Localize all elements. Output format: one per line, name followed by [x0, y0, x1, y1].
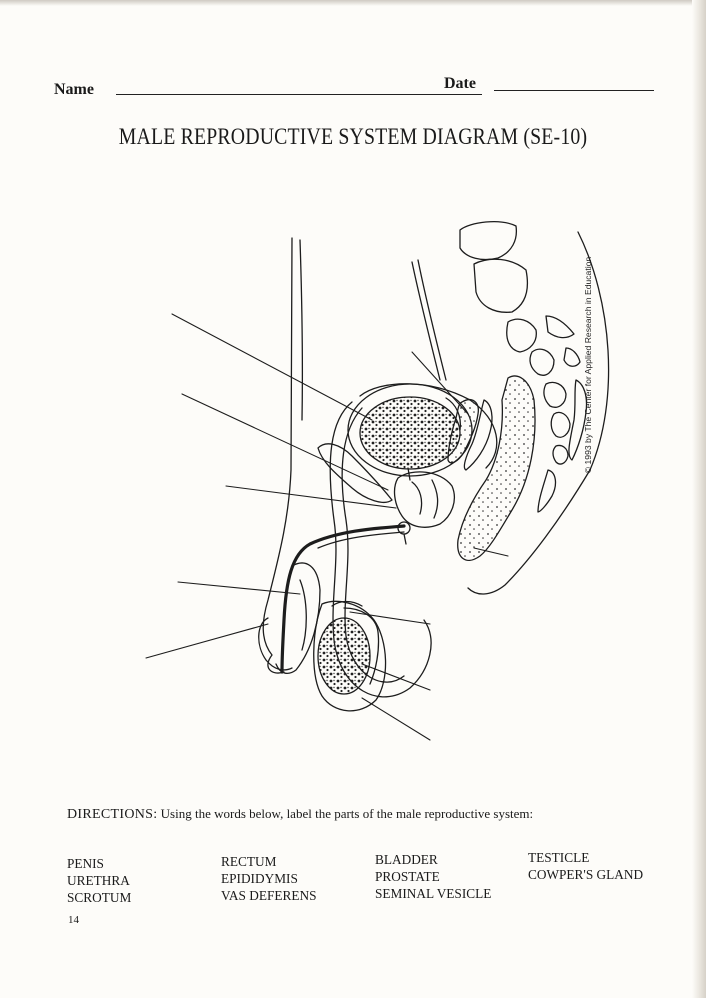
leader-urethra — [178, 582, 300, 594]
word-scrotum: SCROTUM — [67, 891, 132, 906]
word-testicle: TESTICLE — [528, 851, 590, 866]
urethra-inner — [318, 532, 404, 548]
prostate-inner-2 — [432, 480, 438, 518]
leader-bladder — [172, 314, 372, 420]
directions-lead: DIRECTIONS: — [67, 807, 158, 822]
word-seminal-vesicle: SEMINAL VESICLE — [375, 887, 492, 902]
word-bank-column-2 — [221, 854, 316, 905]
name-label: Name — [54, 81, 94, 98]
word-prostate: PROSTATE — [375, 870, 440, 885]
sacrum-top — [460, 222, 516, 260]
word-vas-deferens: VAS DEFERENS — [221, 889, 317, 904]
vertebra-8 — [551, 412, 570, 437]
abdomen-outline — [263, 238, 292, 673]
corpus — [300, 580, 306, 650]
vertebra-9 — [553, 445, 568, 464]
ureter — [412, 262, 440, 380]
word-urethra: URETHRA — [67, 874, 130, 889]
prostate-inner — [412, 482, 422, 514]
urethra-bladder-neck — [408, 468, 410, 480]
vertebra-1 — [474, 259, 527, 312]
prostate — [395, 472, 455, 527]
leader-pubic — [182, 394, 388, 490]
word-penis: PENIS — [67, 857, 104, 872]
testicle — [318, 618, 370, 694]
copyright-notice: © 1993 by The Center for Applied Research in Education — [583, 256, 593, 474]
word-bladder: BLADDER — [375, 853, 438, 868]
word-bank-column-1 — [67, 856, 131, 907]
date-label: Date — [444, 75, 476, 92]
vertebra-4 — [530, 349, 554, 375]
word-cowpers-gland: COWPER'S GLAND — [528, 868, 644, 883]
vertebra-3 — [546, 316, 574, 338]
vertebra-6 — [544, 382, 566, 407]
directions — [67, 806, 533, 823]
inner-abdomen-line — [300, 240, 302, 420]
leader-penis — [146, 624, 268, 658]
word-epididymis: EPIDIDYMIS — [221, 872, 298, 887]
word-rectum: RECTUM — [221, 855, 277, 870]
word-bank-column-4 — [528, 850, 643, 884]
leader-prostate — [226, 486, 396, 508]
vertebra-2 — [507, 319, 537, 352]
leader-epididymis — [350, 612, 430, 624]
coccyx — [538, 470, 555, 512]
vertebra-7 — [569, 380, 587, 460]
word-bank-column-3 — [375, 852, 491, 903]
bladder — [360, 397, 460, 469]
page-title: MALE REPRODUCTIVE SYSTEM DIAGRAM (SE-10) — [118, 124, 588, 149]
ureter-inner — [418, 260, 446, 380]
directions-text: Using the words below, label the parts of the male reproductive system: — [160, 806, 534, 821]
page-number: 14 — [68, 914, 79, 926]
cowpers-duct — [404, 534, 406, 544]
vertebra-5 — [564, 348, 580, 366]
leader-scrotum — [362, 698, 430, 740]
